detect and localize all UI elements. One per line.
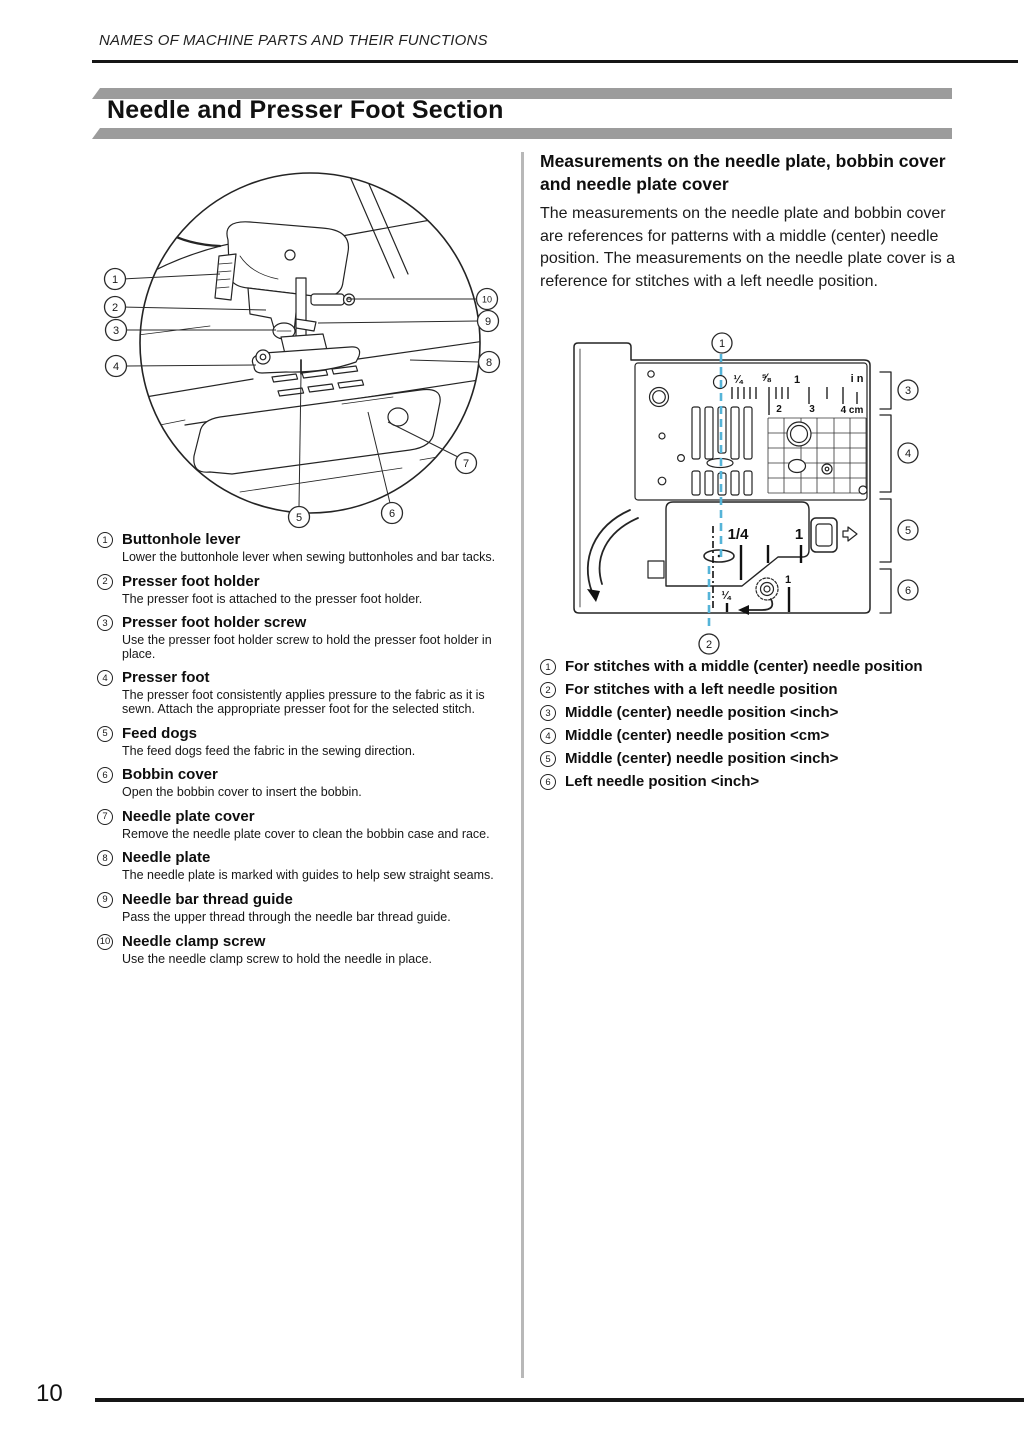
part-name: Needle clamp screw (122, 932, 266, 950)
list-item (97, 849, 499, 887)
callout-3 (898, 380, 918, 400)
item-number-badge: 8 (97, 850, 113, 866)
legend-item (540, 704, 980, 721)
list-item (97, 531, 499, 569)
legend-item (540, 773, 980, 790)
part-name: Presser foot (122, 669, 210, 687)
callout-6 (898, 580, 918, 600)
item-number-badge: 5 (97, 726, 113, 742)
list-item (97, 808, 499, 846)
svg-text:i n: i n (850, 373, 864, 385)
part-description: Pass the upper thread through the needle bar thread guide. (122, 909, 451, 924)
svg-text:1: 1 (718, 338, 726, 350)
item-number-badge: 10 (97, 934, 113, 950)
svg-text:1: 1 (794, 526, 804, 543)
legend-item (540, 750, 980, 767)
part-description: Use the needle clamp screw to hold the needle in place. (122, 951, 432, 966)
legend-number-badge: 3 (540, 705, 556, 721)
part-name: Bobbin cover (122, 766, 218, 784)
list-item (97, 891, 499, 929)
callout-6 (382, 503, 403, 524)
callout-3 (106, 320, 127, 341)
svg-text:5: 5 (295, 512, 303, 524)
legend-label: For stitches with a middle (center) needle position (565, 658, 923, 675)
legend-item (540, 658, 980, 675)
list-item (97, 614, 499, 665)
svg-text:¼: ¼ (733, 374, 743, 386)
callout-8 (479, 352, 500, 373)
item-number-badge: 7 (97, 809, 113, 825)
callout-4 (106, 356, 127, 377)
svg-text:3: 3 (809, 404, 815, 415)
part-description: Lower the buttonhole lever when sewing buttonholes and bar tacks. (122, 550, 496, 564)
legend-number-badge: 1 (540, 659, 556, 675)
svg-text:1/4: 1/4 (727, 526, 749, 543)
svg-text:4: 4 (112, 361, 120, 373)
measurements-paragraph: The measurements on the needle plate and bobbin cover are references for patterns with a middle (center) needle position. The measurements on the needle plate cover is a reference for stitches with a left needle position. (540, 205, 956, 290)
svg-text:3: 3 (112, 325, 120, 337)
legend-label: Left needle position <inch> (565, 773, 760, 790)
needle-area-illustration (90, 160, 510, 530)
legend-number-badge: 4 (540, 728, 556, 744)
svg-text:¼: ¼ (721, 590, 731, 602)
callout-5 (898, 520, 918, 540)
svg-text:4 cm: 4 cm (840, 405, 864, 416)
running-header: NAMES OF MACHINE PARTS AND THEIR FUNCTIONS (99, 32, 488, 49)
title-bar-bottom (92, 128, 952, 139)
legend-label: Middle (center) needle position <inch> (565, 704, 839, 721)
svg-text:6: 6 (388, 508, 396, 520)
callout-2 (105, 297, 126, 318)
item-number-badge: 1 (97, 532, 113, 548)
part-description: Remove the needle plate cover to clean the bobbin case and race. (122, 826, 490, 841)
svg-text:2: 2 (705, 639, 713, 651)
callout-2 (699, 634, 719, 654)
page-number: 10 (36, 1380, 63, 1407)
callout-1 (105, 269, 126, 290)
callout-4 (898, 443, 918, 463)
legend-label: Middle (center) needle position <inch> (565, 750, 839, 767)
item-number-badge: 4 (97, 670, 113, 686)
list-item (97, 669, 499, 720)
callout-10 (477, 289, 498, 310)
measurements-legend (540, 658, 980, 796)
part-description: The needle plate is marked with guides to help sew straight seams. (122, 868, 494, 883)
svg-text:⅝: ⅝ (761, 372, 771, 384)
callout-5 (289, 507, 310, 528)
column-divider (521, 152, 524, 1378)
svg-text:10: 10 (481, 294, 493, 305)
legend-item (540, 681, 980, 698)
svg-text:7: 7 (462, 458, 470, 470)
svg-text:1: 1 (111, 274, 119, 286)
needle-plate-illustration (566, 330, 966, 665)
list-item (97, 725, 499, 763)
legend-label: Middle (center) needle position <cm> (565, 727, 830, 744)
part-description: The presser foot consistently applies pressure to the fabric as it is sewn. Attach the appropriate presser foot for the selected stitch. (122, 688, 485, 716)
callout-9 (478, 311, 499, 332)
part-name: Presser foot holder screw (122, 614, 307, 632)
part-name: Presser foot holder (122, 572, 260, 590)
legend-item (540, 727, 980, 744)
footer-rule (95, 1398, 1024, 1402)
part-description: The feed dogs feed the fabric in the sewing direction. (122, 743, 416, 758)
svg-text:6: 6 (904, 585, 912, 597)
callout-7 (456, 453, 477, 474)
item-number-badge: 9 (97, 892, 113, 908)
svg-text:1: 1 (784, 574, 792, 586)
part-description: The presser foot is attached to the presser foot holder. (122, 591, 423, 606)
measure-brackets (880, 372, 891, 613)
svg-text:8: 8 (485, 357, 493, 369)
item-number-badge: 2 (97, 574, 113, 590)
part-name: Feed dogs (122, 724, 198, 742)
item-number-badge: 3 (97, 615, 113, 631)
legend-number-badge: 2 (540, 682, 556, 698)
svg-text:4: 4 (904, 448, 912, 460)
list-item (97, 933, 499, 971)
svg-text:5: 5 (904, 525, 912, 537)
part-description: Use the presser foot holder screw to hold the presser foot holder in place. (122, 633, 492, 661)
part-name: Buttonhole lever (122, 531, 241, 548)
parts-list (97, 531, 499, 974)
legend-number-badge: 6 (540, 774, 556, 790)
svg-text:1: 1 (793, 374, 801, 386)
svg-text:9: 9 (484, 316, 492, 328)
measurements-heading: Measurements on the needle plate, bobbin cover and needle plate cover (540, 151, 946, 194)
svg-text:2: 2 (111, 302, 119, 314)
item-number-badge: 6 (97, 767, 113, 783)
part-description: Open the bobbin cover to insert the bobbin. (122, 785, 362, 800)
legend-label: For stitches with a left needle position (565, 681, 838, 698)
list-item (97, 573, 499, 611)
list-item (97, 766, 499, 804)
page-title: Needle and Presser Foot Section (107, 96, 504, 124)
part-name: Needle plate (122, 849, 211, 867)
svg-text:3: 3 (904, 385, 912, 397)
legend-number-badge: 5 (540, 751, 556, 767)
svg-text:2: 2 (776, 404, 782, 415)
part-name: Needle plate cover (122, 807, 255, 825)
header-rule (92, 60, 1018, 63)
callout-1 (712, 333, 732, 353)
part-name: Needle bar thread guide (122, 890, 293, 908)
